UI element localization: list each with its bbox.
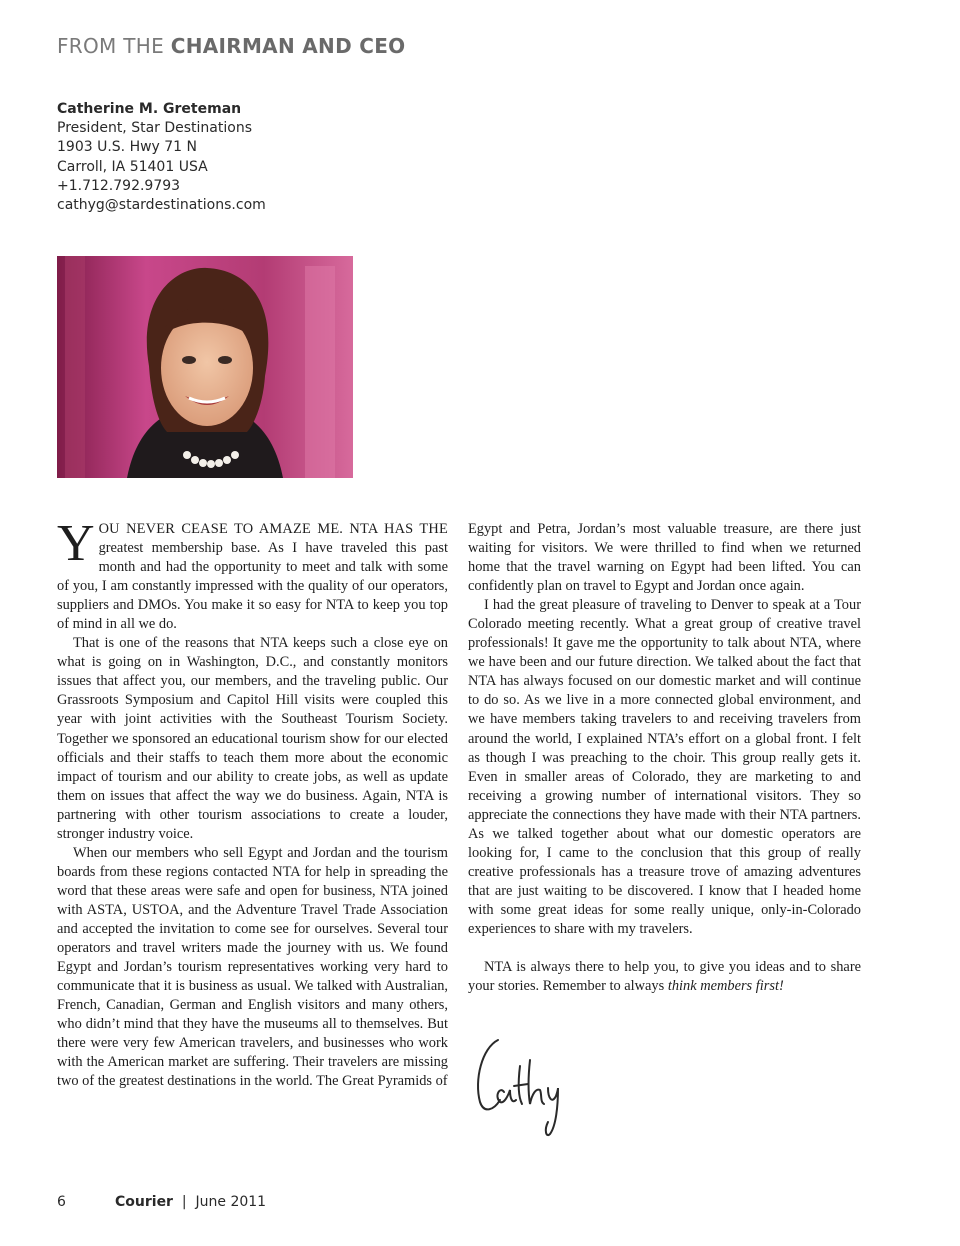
issue-date: June 2011 bbox=[195, 1194, 267, 1210]
contact-address-line1: 1903 U.S. Hwy 71 N bbox=[57, 139, 198, 156]
article-paragraph-1 bbox=[57, 515, 448, 634]
header-prefix: FROM THE bbox=[57, 34, 165, 58]
portrait-illustration bbox=[57, 256, 353, 478]
drop-cap: Y bbox=[57, 515, 95, 572]
contact-phone: +1.712.792.9793 bbox=[57, 177, 181, 194]
section-header bbox=[57, 34, 405, 58]
article-paragraph-2: That is one of the reasons that NTA keeps such a close eye on what is going on in Washington, D.C., and constantly monitors issues that affect you, our members, and the traveling public. Our Grassroots Symposium and Capitol Hill visits were coupled this year with joint activities with the Southeast Tourism Society. Together we sponsored an educational tourism show for our elected officials and their staffs to teach them more about the economic impact of tourism and our ability to create jobs, as well as update them on issues that affect the way we do business. Again, NTA is partnering with other tourism associations to create a louder, stronger industry voice. bbox=[57, 635, 448, 842]
contact-email[interactable]: cathyg@stardestinations.com bbox=[57, 197, 266, 214]
signature-drawing bbox=[470, 1030, 580, 1140]
article-paragraph-3: When our members who sell Egypt and Jordan and the tourism boards from these regions contacted NTA for help in spreading the word that these areas were safe and open for business, NTA joined with ASTA, USTOA, and the Adventure Travel Trade Association and accepted the invitation to come see for ourselves. Several tour operators and travel writers made the journey with us. We found Egypt and Jordan’s tourism representatives working very hard to communicate that it is business as usual. We talked with Australian, French, Canadian, German and English visitors and many others, who didn’t mind that they have the museums all to themselves. But there were very few American travelers, and businesses who work with the American market are suffering. Their travelers are missing two of the greatest destinations in the world. The Great Pyramids of bbox=[57, 844, 448, 1090]
contact-name: Catherine M. Greteman bbox=[57, 101, 242, 117]
contact-block bbox=[57, 100, 266, 215]
paragraph-1-text: greatest membership base. As I have traveled this past month and had the opportunity to meet and talk with some of you, I am constantly impressed with the quality of our operators, suppliers and DMOs. You make it so easy for NTA to keep you top of mind in all we do. bbox=[57, 540, 448, 633]
page-number: 6 bbox=[57, 1194, 66, 1210]
article-paragraph-5 bbox=[468, 958, 861, 996]
portrait-photo bbox=[57, 256, 353, 478]
paragraph-5-emphasis: think members first! bbox=[667, 978, 784, 995]
contact-address-line2: Carroll, IA 51401 USA bbox=[57, 158, 208, 175]
article-column-1 bbox=[57, 515, 448, 1091]
footer-publication bbox=[115, 1194, 266, 1210]
contact-title: President, Star Destinations bbox=[57, 120, 252, 137]
header-title: CHAIRMAN AND CEO bbox=[170, 34, 406, 58]
paragraph-5-text: NTA is always there to help you, to give you ideas and to share your stories. Remember to always bbox=[468, 959, 861, 995]
magazine-name: Courier bbox=[115, 1194, 173, 1210]
signature bbox=[470, 1030, 580, 1140]
article-paragraph-4: I had the great pleasure of traveling to Denver to speak at a Tour Colorado meeting recently. What a great group of creative travel professionals! It gave me the opportunity to talk about NTA, where we have been and our future direction. We talked about the fact that NTA has always focused on our domestic market and will continue to do so. As we live in a more connected global environment, and we have members taking travelers to and receiving travelers from around the world, I explained NTA’s effort on a global front. I felt as though I was preaching to the choir. This group really gets it. Even in smaller areas of Colorado, they are marketing to and receiving a growing number of international visitors. They so appreciate the connections they have made with their NTA partners. As we talked together about what our domestic operators are looking for, I came to the conclusion that this group of really creative professionals has a treasure trove of amazing adventures that are just waiting to be discovered. I know that I headed home with some great ideas for some really unique, only-in-Colorado experiences to share with my travelers. bbox=[468, 597, 861, 937]
footer-separator: | bbox=[181, 1194, 187, 1210]
lead-in-caps: OU NEVER CEASE TO AMAZE ME. NTA HAS THE bbox=[98, 521, 448, 537]
article-paragraph-3-continued: Egypt and Petra, Jordan’s most valuable treasure, are there just waiting for visitors. We were thrilled to find when we returned home that the travel warning on Egypt had been lifted. You can confidently plan on travel to Egypt and Jordan once again. bbox=[468, 521, 861, 595]
article-column-2 bbox=[468, 520, 861, 996]
